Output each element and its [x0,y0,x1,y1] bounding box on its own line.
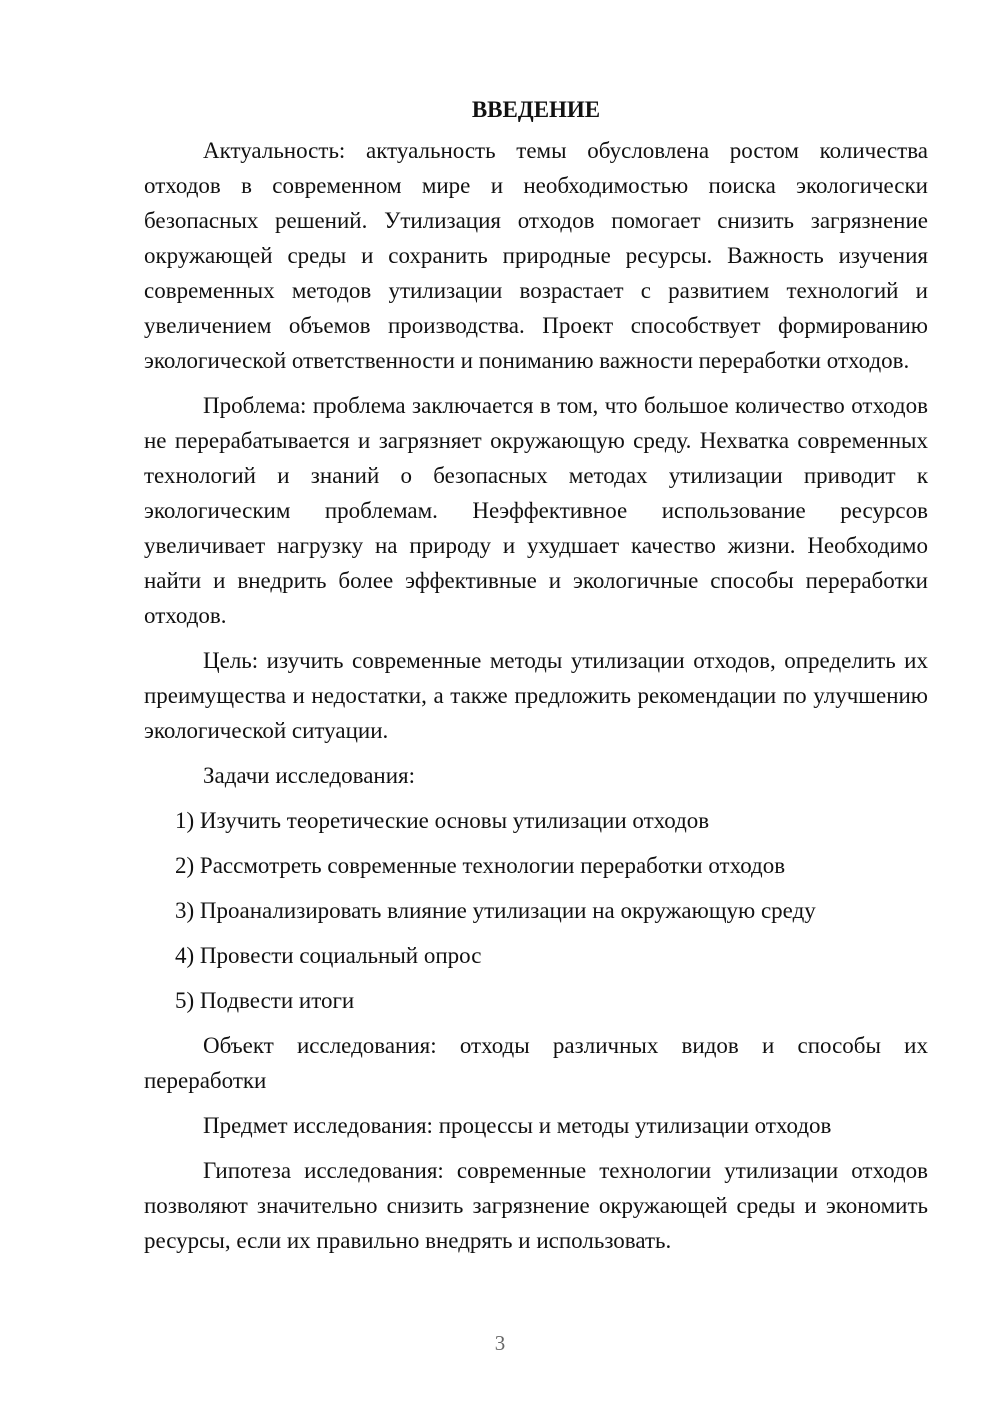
goal-paragraph: Цель: изучить современные методы утилизации отходов, определить их преимущества и недостатки, а также предложить рекомендации по улучшению экологической ситуации. [144,648,928,743]
task-item: 3) Проанализировать влияние утилизации на окружающую среду [175,898,816,923]
task-item: 2) Рассмотреть современные технологии переработки отходов [175,853,786,878]
problem-paragraph: Проблема: проблема заключается в том, что большое количество отходов не перерабатывается и загрязняет окружающую среду. Нехватка современных технологий и знаний о безопасных методах утилизации приводит к экологическим проблемам. Неэффективное использование ресурсов увеличивает нагрузку на природу и ухудшает качество жизни. Необходимо найти и внедрить более эффективные и экологичные способы переработки отходов. [144,393,928,628]
page-number: 3 [494,1331,506,1355]
document-title: ВВЕДЕНИЕ [471,97,601,122]
task-item: 5) Подвести итоги [175,988,355,1013]
relevance-paragraph: Актуальность: актуальность темы обусловлена ростом количества отходов в современном мире и необходимостью поиска экологически безопасных решений. Утилизация отходов помогает снизить загрязнение окружающей среды и сохранить природные ресурсы. Важность изучения современных методов утилизации возрастает с развитием технологий и увеличением объемов производства. Проект способствует формированию экологической ответственности и пониманию важности переработки отходов. [144,138,928,373]
tasks-heading: Задачи исследования: [203,763,416,788]
tasks-list [144,803,928,1018]
document-page [144,92,928,1268]
hypothesis-paragraph: Гипотеза исследования: современные технологии утилизации отходов позволяют значительно снизить загрязнение окружающей среды и экономить ресурсы, если их правильно внедрять и использовать. [144,1158,928,1253]
task-item: 1) Изучить теоретические основы утилизации отходов [175,808,710,833]
task-item: 4) Провести социальный опрос [175,943,482,968]
subject-paragraph: Предмет исследования: процессы и методы утилизации отходов [203,1113,832,1138]
object-paragraph: Объект исследования: отходы различных видов и способы их переработки [144,1033,928,1093]
